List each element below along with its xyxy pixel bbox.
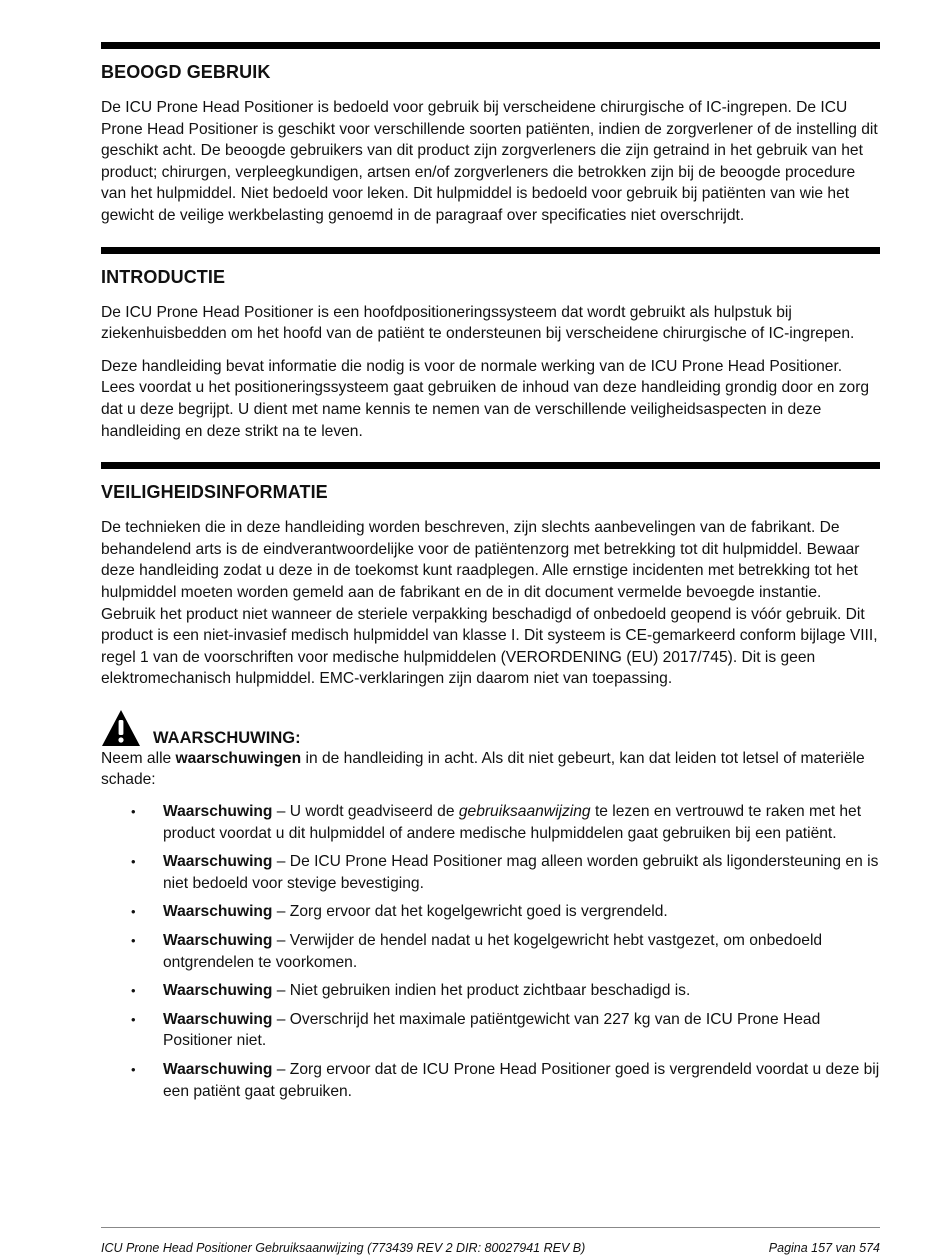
warning-triangle-icon — [101, 708, 141, 748]
warning-item: • Waarschuwing – De ICU Prone Head Positioner mag alleen worden gebruikt als ligondersteuning en is niet bedoeld voor stevige bevestiging. — [131, 853, 879, 892]
footer-page-number: Pagina 157 van 574 — [768, 1241, 880, 1255]
section-paragraph: De ICU Prone Head Positioner is een hoofdpositioneringssysteem dat wordt gebruikt als hulpstuk bij ziekenhuisbedden om het hoofd van de patiënt te ondersteunen bij verscheidene chirurgische of IC-ingrepen. — [101, 303, 855, 343]
warning-item: • Waarschuwing – Verwijder de hendel nadat u het kogelgewricht hebt vastgezet, om onbedoeld ontgrendelen te voorkomen. — [131, 932, 823, 971]
warning-intro-emphasis: waarschuwingen — [175, 749, 302, 767]
warning-list — [101, 801, 880, 1102]
section-paragraph: Deze handleiding bevat informatie die nodig is voor de normale werking van de ICU Prone Head Positioner. Lees voordat u het positioneringssysteem gaat gebruiken de inhoud van deze handleiding grondig door en zorg dat u deze begrijpt. U dient met name kennis te nemen van de verschillende veiligheidsaspecten in deze handleiding en deze strikt na te leven. — [101, 357, 870, 440]
section-introduction — [101, 247, 880, 443]
section-title: BEOOGD GEBRUIK — [101, 62, 271, 82]
section-paragraph: De technieken die in deze handleiding worden beschreven, zijn slechts aanbevelingen van de fabrikant. De behandelend arts is de eindverantwoordelijke voor de patiëntenzorg met betrekking tot dit hulpmiddel. Bewaar deze handleiding zodat u deze in de toekomst kunt raadplegen. Alle ernstige incidenten met betrekking tot het hulpmiddel moeten worden gemeld aan de fabrikant en de in dit document vermelde bevoegde instantie. Gebruik het product niet wanneer de steriele verpakking beschadigd of onbedoeld geopend is vóór gebruik. Dit product is een niet-invasief medisch hulpmiddel van klasse I. Dit systeem is CE-gemarkeerd conform bijlage VIII, regel 1 van de voorschriften voor medische hulpmiddelen (VERORDENING (EU) 2017/745). Dit is geen elektromechanisch hulpmiddel. EMC-verklaringen zijn daarom niet van toepassing. — [101, 519, 878, 688]
footer-divider — [101, 1227, 880, 1228]
warning-item: • Waarschuwing – U wordt geadviseerd de gebruiksaanwijzing te lezen en vertrouwd te raken met het product voordat u dit hulpmiddel of andere medische hulpmiddelen gaat gebruiken bij een patiënt. — [131, 803, 862, 842]
section-title: VEILIGHEIDSINFORMATIE — [101, 482, 328, 503]
section-intended-use — [101, 42, 880, 227]
section-safety-information — [101, 462, 880, 1102]
warning-item: • Waarschuwing – Niet gebruiken indien het product zichtbaar beschadigd is. — [131, 982, 691, 1000]
warning-heading — [101, 708, 880, 748]
manual-page — [101, 42, 880, 1122]
section-paragraph: De ICU Prone Head Positioner is bedoeld voor gebruik bij verscheidene chirurgische of IC-ingrepen. De ICU Prone Head Positioner is geschikt voor verschillende soorten patiënten, indien de zorgverlener of de instelling dit geschikt acht. De beoogde gebruikers van dit product zijn zorgverleners die zijn getraind in het gebruik van het product; chirurgen, verpleegkundigen, artsen en/of zorgverleners die betrokken zijn bij de beoogde procedure van het hulpmiddel. Niet bedoeld voor leken. Dit hulpmiddel is bedoeld voor gebruik bij patiënten van wie het gewicht de veilige werkbelasting genoemd in de paragraaf over specificaties niet overschrijdt. — [101, 99, 878, 224]
section-title: INTRODUCTIE — [101, 266, 226, 287]
section-divider — [101, 462, 880, 469]
warning-item: • Waarschuwing – Zorg ervoor dat het kogelgewricht goed is vergrendeld. — [131, 903, 668, 921]
warning-item: • Waarschuwing – Overschrijd het maximale patiëntgewicht van 227 kg van de ICU Prone Head Positioner niet. — [131, 1010, 821, 1050]
warning-label: WAARSCHUWING: — [153, 728, 301, 747]
warning-intro: Neem alle waarschuwingen in de handleiding in acht. Als dit niet gebeurt, kan dat leiden tot letsel of materiële schade: — [101, 749, 865, 789]
footer-document-id: ICU Prone Head Positioner Gebruiksaanwijzing (773439 REV 2 DIR: 80027941 REV B) — [101, 1241, 586, 1255]
section-divider — [101, 247, 880, 254]
section-divider — [101, 42, 880, 49]
page-footer — [101, 1240, 880, 1256]
warning-item: • Waarschuwing – Zorg ervoor dat de ICU Prone Head Positioner goed is vergrendeld voordat u deze bij een patiënt gaat gebruiken. — [131, 1061, 880, 1100]
